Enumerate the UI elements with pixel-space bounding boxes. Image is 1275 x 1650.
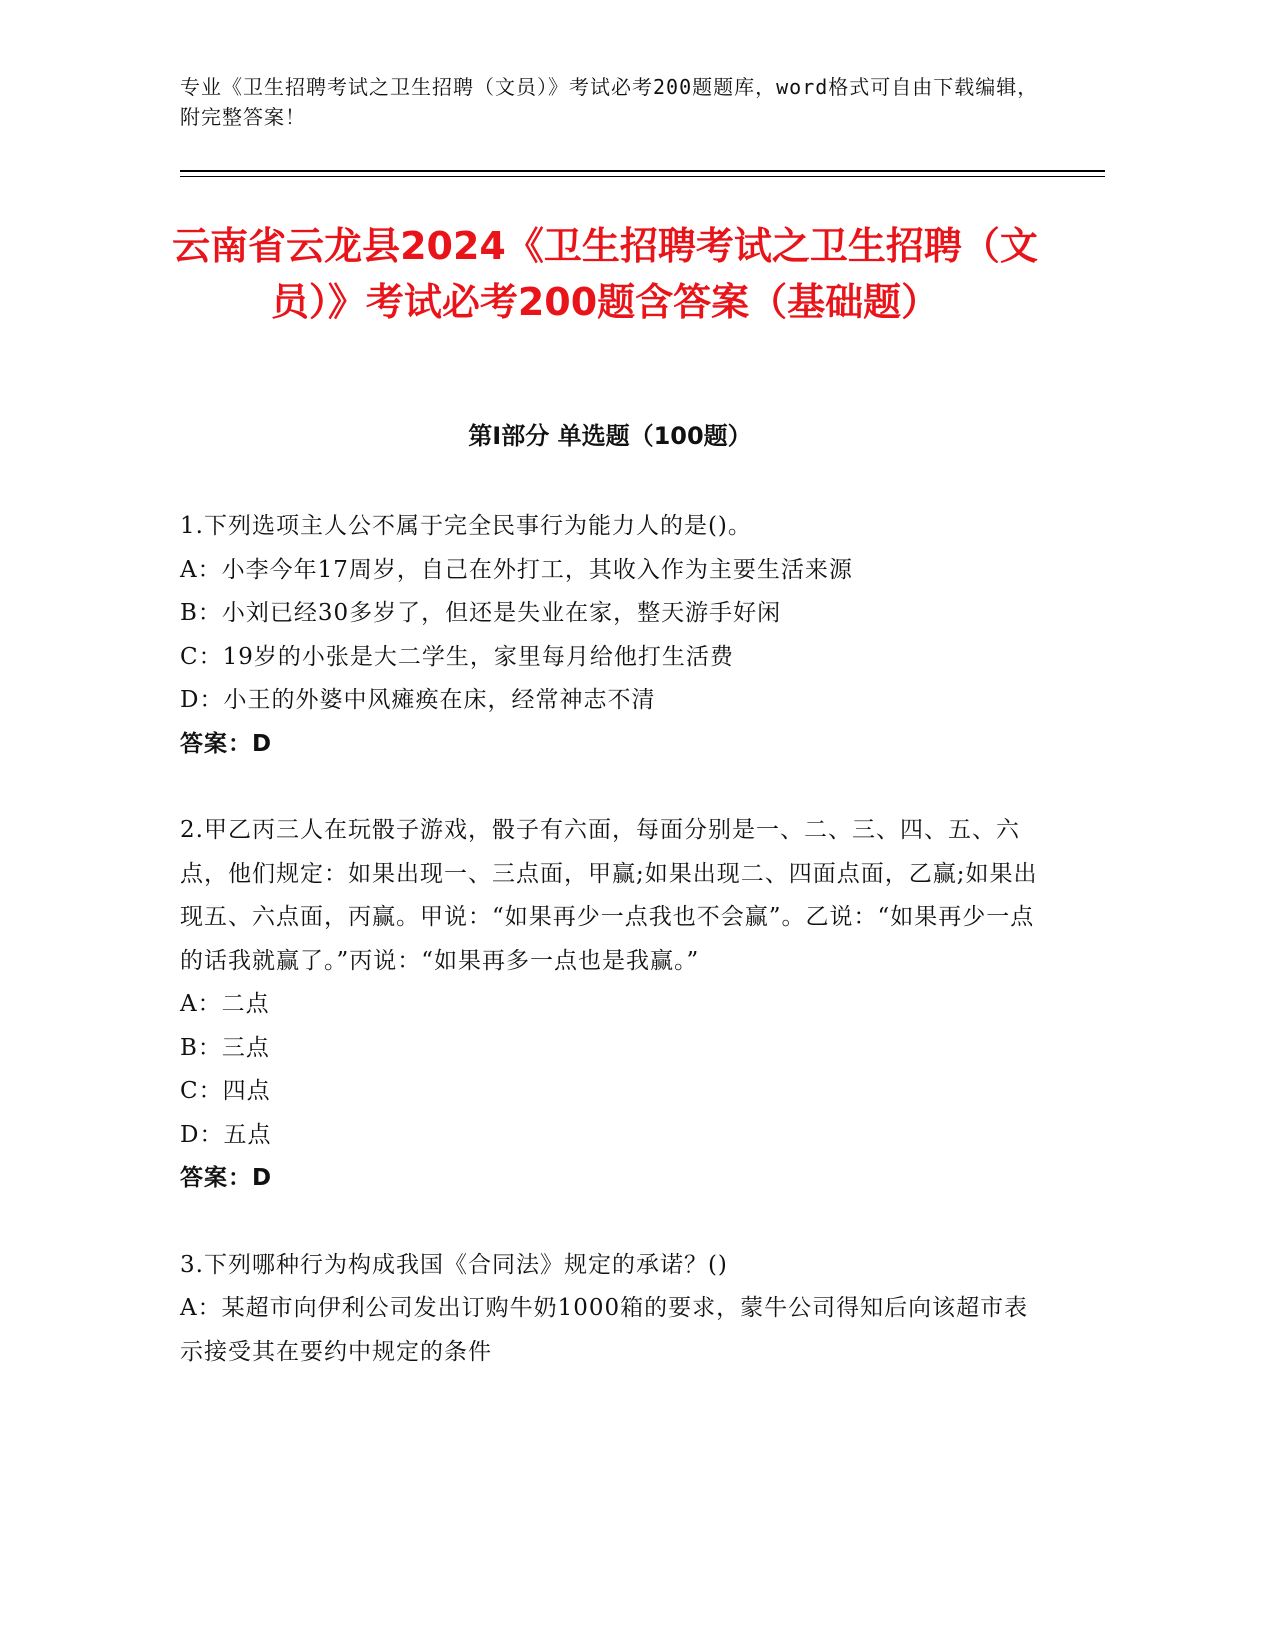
question-list: [180, 505, 1040, 1417]
question-3: [180, 1244, 1040, 1375]
option-a: A：二点: [180, 991, 270, 1017]
option-c: C：19岁的小张是大二学生，家里每月给他打生活费: [180, 643, 734, 670]
section-title: 第Ⅰ部分 单选题（100题）: [468, 422, 752, 450]
header-divider-thick: [180, 170, 1105, 172]
document-title: 云南省云龙县2024《卫生招聘考试之卫生招聘（文员）》考试必考200题含答案（基础题）: [172, 224, 1038, 324]
question-2: [180, 809, 1040, 1201]
answer: 答案：D: [180, 730, 273, 757]
question-text: 2.甲乙丙三人在玩骰子游戏，骰子有六面，每面分别是一、二、三、四、五、六点，他们规定：如果出现一、三点面，甲赢;如果出现二、四面点面，乙赢;如果出现五、六点面，丙赢。甲说：“如果再少一点我也不会赢”。乙说：“如果再少一点的话我就赢了。”丙说：“如果再多一点也是我赢。”: [180, 817, 1038, 974]
header-note: 专业《卫生招聘考试之卫生招聘（文员）》考试必考200题题库，word格式可自由下载编辑，附完整答案！: [180, 75, 1039, 129]
option-d: D：小王的外婆中风瘫痪在床，经常神志不清: [180, 687, 656, 713]
option-a: A：某超市向伊利公司发出订购牛奶1000箱的要求，蒙牛公司得知后向该超市表示接受其在要约中规定的条件: [180, 1295, 1029, 1365]
answer: 答案：D: [180, 1165, 273, 1191]
header-divider-thin: [180, 176, 1105, 177]
question-text: 1.下列选项主人公不属于完全民事行为能力人的是()。: [180, 513, 752, 539]
option-c: C：四点: [180, 1078, 271, 1104]
option-b: B：小刘已经30多岁了，但还是失业在家，整天游手好闲: [180, 600, 782, 626]
question-1: [180, 505, 1040, 766]
question-text: 3.下列哪种行为构成我国《合同法》规定的承诺？(): [180, 1251, 728, 1278]
option-b: B：三点: [180, 1034, 270, 1061]
option-a: A：小李今年17周岁，自己在外打工，其收入作为主要生活来源: [180, 556, 853, 583]
option-d: D：五点: [180, 1121, 272, 1148]
